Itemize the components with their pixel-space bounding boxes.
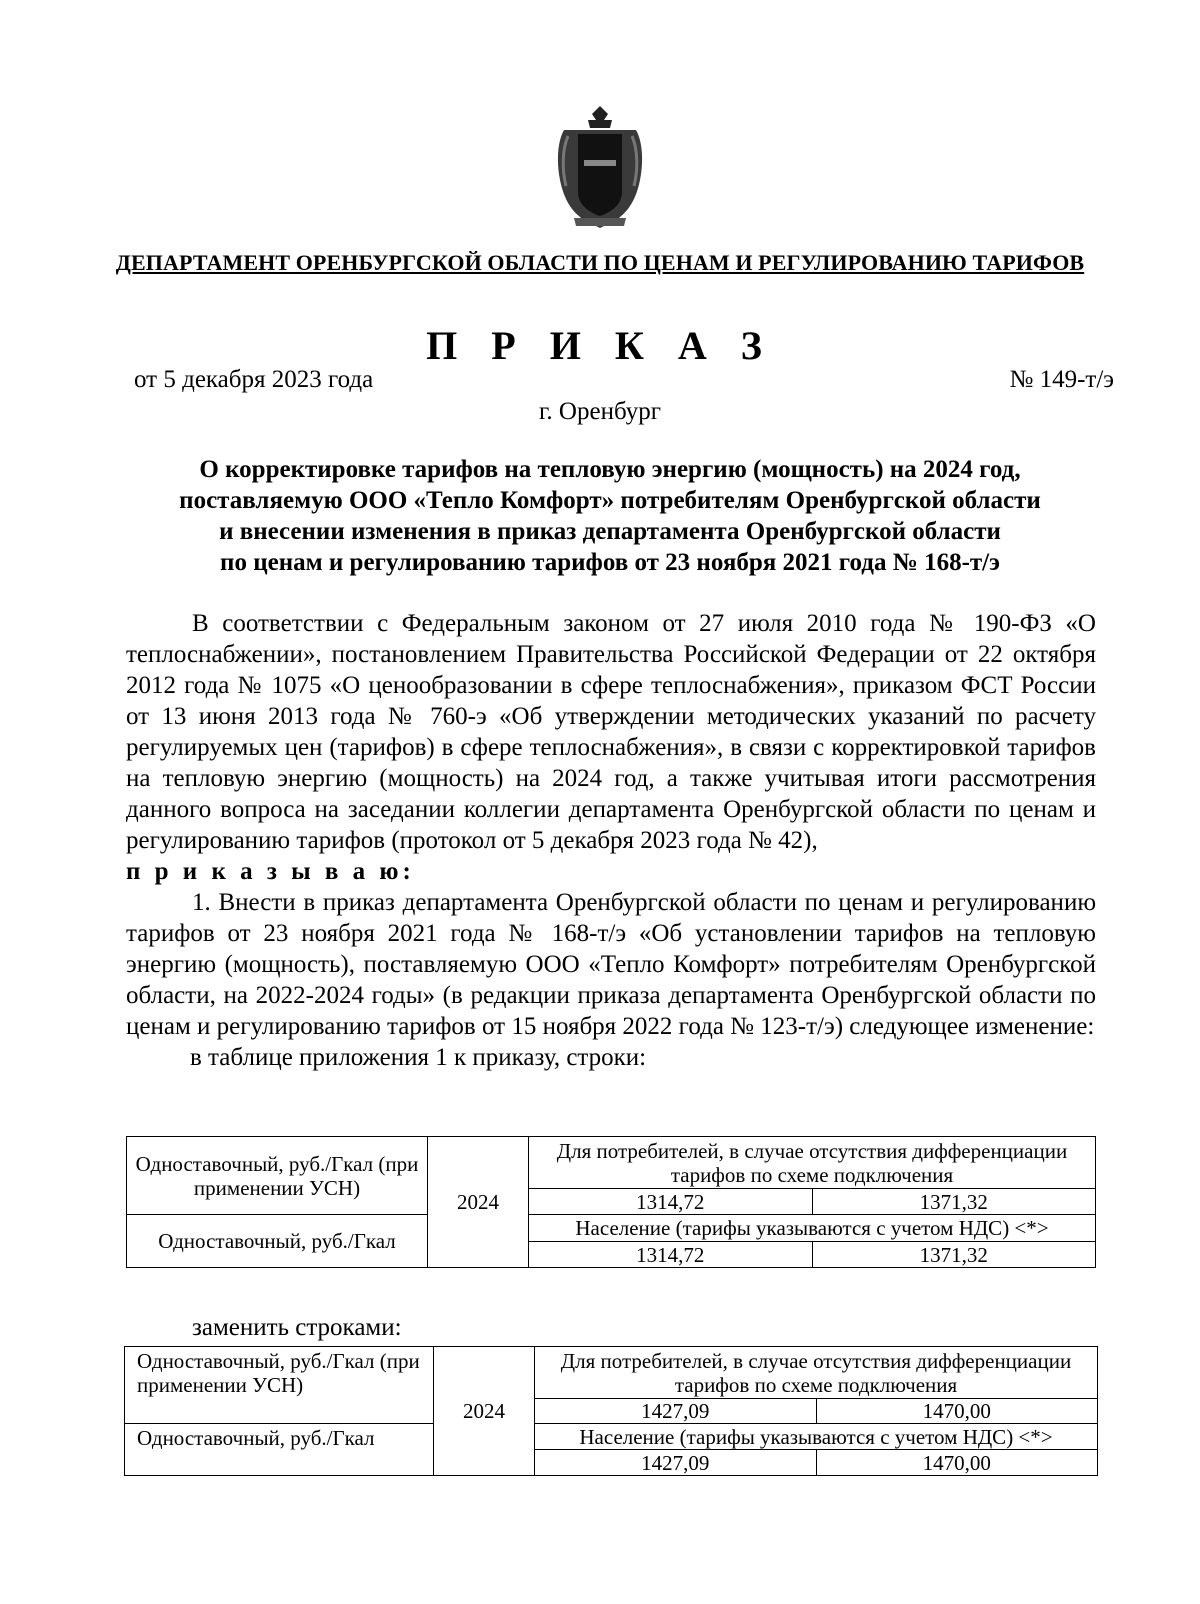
order-body	[126, 608, 1096, 1073]
old-row2-label: Одноставочный, руб./Гкал	[127, 1215, 428, 1268]
subject-line: по ценам и регулированию тарифов от 23 ноября 2021 года № 168-т/э	[220, 549, 1000, 576]
new-tariff-table	[124, 1346, 1098, 1476]
new-year: 2024	[434, 1347, 535, 1476]
new-r2-value-1: 1427,09	[535, 1450, 817, 1476]
order-subject	[120, 454, 1100, 578]
document-type: П Р И К А З	[426, 323, 774, 368]
order-word: п р и к а з ы в а ю:	[126, 858, 415, 885]
item-1-paragraph: 1. Внести в приказ департамента Оренбургской области по ценам и регулированию тарифов от 23 ноября 2021 года № 168-т/э «Об установлении тарифов на тепловую энергию (мощность), поставляемую ООО «Тепло Комфорт» потребителям Оренбургской области, на 2022-2024 годы» (в редакции приказа департамента Оренбургской области по ценам и регулированию тарифов от 15 ноября 2022 года № 123-т/э) следующее изменение:	[126, 889, 1096, 1040]
department-name: ДЕПАРТАМЕНТ ОРЕНБУРГСКОЙ ОБЛАСТИ ПО ЦЕНАМ И РЕГУЛИРОВАНИЮ ТАРИФОВ	[115, 250, 1085, 275]
new-row2-label: Одноставочный, руб./Гкал	[125, 1424, 434, 1476]
subject-line: поставляемую ООО «Тепло Комфорт» потребителям Оренбургской области	[179, 487, 1041, 514]
replace-intro: заменить строками:	[192, 1314, 402, 1341]
table-intro: в таблице приложения 1 к приказу, строки:	[190, 1044, 647, 1071]
new-r1-value-1: 1427,09	[535, 1399, 817, 1424]
subject-line: О корректировке тарифов на тепловую энергию (мощность) на 2024 год,	[199, 456, 1021, 483]
old-row1-label: Одноставочный, руб./Гкал (при применении УСН)	[127, 1137, 428, 1215]
old-population-header: Население (тарифы указываются с учетом НДС) <*>	[529, 1215, 1096, 1242]
order-number: № 149-т/э	[1009, 366, 1114, 393]
order-date: от 5 декабря 2023 года	[134, 366, 374, 393]
coat-of-arms-emblem	[554, 100, 646, 232]
subject-line: и внесении изменения в приказ департамента Оренбургской области	[219, 518, 1001, 545]
old-year: 2024	[428, 1137, 529, 1268]
new-row1-label: Одноставочный, руб./Гкал (при применении УСН)	[125, 1347, 434, 1424]
new-r2-value-2: 1470,00	[816, 1450, 1098, 1476]
old-r2-value-1: 1314,72	[529, 1242, 813, 1268]
new-r1-value-2: 1470,00	[816, 1399, 1098, 1424]
old-r1-value-2: 1371,32	[812, 1189, 1096, 1215]
old-r1-value-1: 1314,72	[529, 1189, 813, 1215]
order-city: г. Оренбург	[539, 398, 661, 425]
old-consumers-header: Для потребителей, в случае отсутствия дифференциации тарифов по схеме подключения	[529, 1137, 1096, 1189]
new-consumers-header: Для потребителей, в случае отсутствия дифференциации тарифов по схеме подключения	[535, 1347, 1098, 1399]
old-tariff-table	[126, 1136, 1096, 1268]
old-r2-value-2: 1371,32	[812, 1242, 1096, 1268]
preamble-paragraph: В соответствии с Федеральным законом от 27 июля 2010 года № 190-ФЗ «О теплоснабжении», постановлением Правительства Российской Федерации от 22 октября 2012 года № 1075 «О ценообразовании в сфере теплоснабжения», приказом ФСТ России от 13 июня 2013 года № 760-э «Об утверждении методических указаний по расчету регулируемых цен (тарифов) в сфере теплоснабжения», в связи с корректировкой тарифов на тепловую энергию (мощность) на 2024 год, а также учитывая итоги рассмотрения данного вопроса на заседании коллегии департамента Оренбургской области по ценам и регулированию тарифов (протокол от 5 декабря 2023 года № 42),	[126, 610, 1096, 854]
new-population-header: Население (тарифы указываются с учетом НДС) <*>	[535, 1424, 1098, 1450]
